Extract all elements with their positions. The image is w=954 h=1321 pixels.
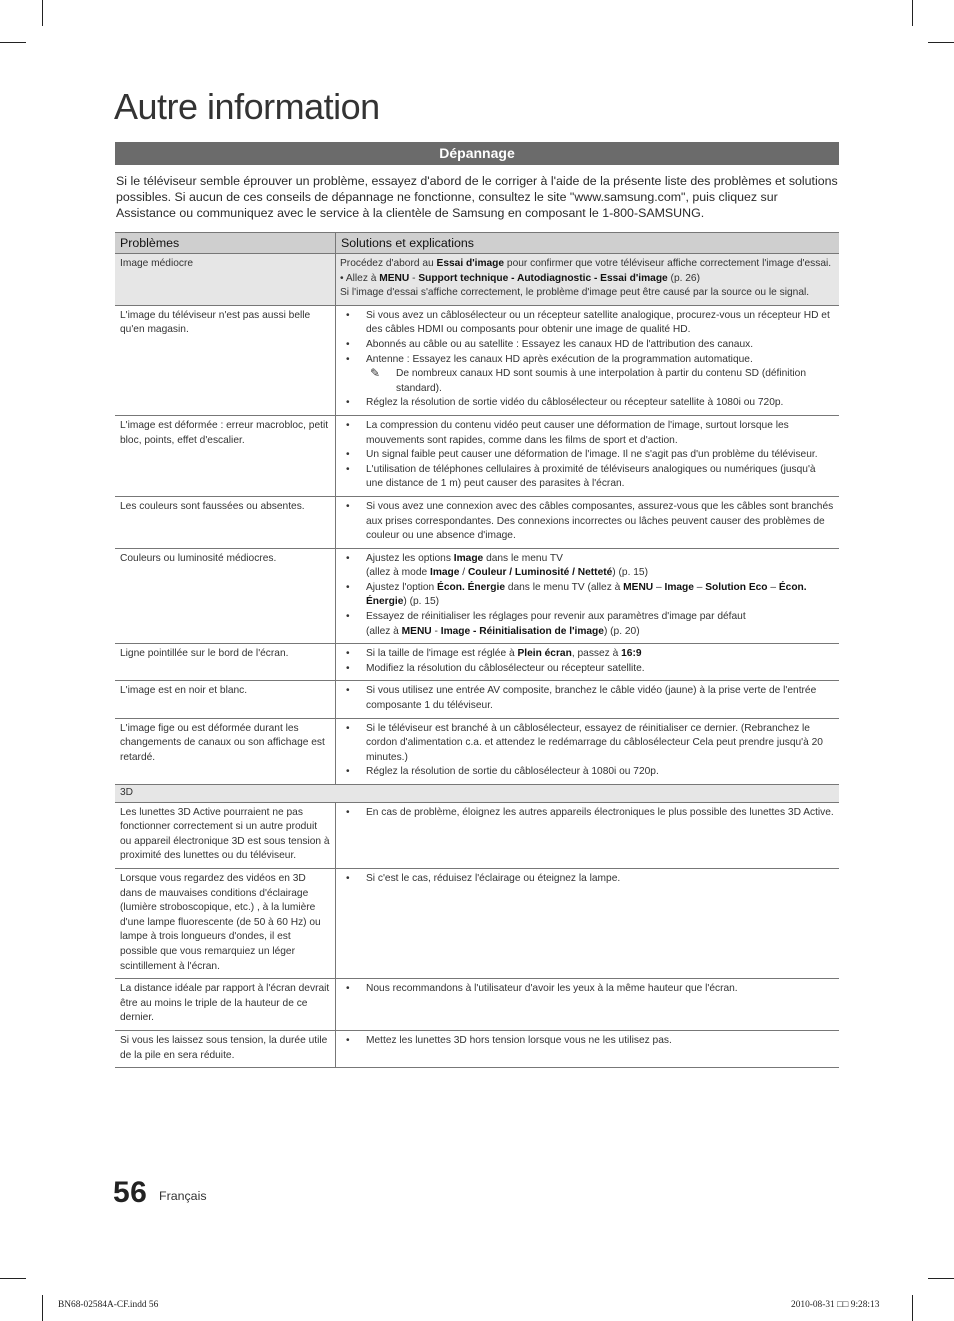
list-item: • Si vous utilisez une entrée AV composite, branchez le câble vidéo (jaune) à la prise verte de l'entrée composante 1 du téléviseur. <box>340 684 835 713</box>
solution-cell <box>336 979 840 1031</box>
text-bold: Écon. Énergie <box>437 581 505 593</box>
table-row <box>115 254 839 306</box>
crop-mark <box>0 42 26 43</box>
problem-cell: Couleurs ou luminosité médiocres. <box>115 548 336 644</box>
list-item <box>340 581 835 610</box>
problem-cell: Lorsque vous regardez des vidéos en 3D dans de mauvaises conditions d'éclairage (lumière stroboscopique, etc.) , à la lumière d'une lampe fluorescente (de 50 à 60 Hz) ou lampe à trois longueurs d'ondes, il est possible que vous remarquiez un léger scintillement à l'écran. <box>115 868 336 978</box>
solution-cell <box>336 718 840 784</box>
text: – <box>693 581 706 593</box>
column-header-problems: Problèmes <box>115 233 336 254</box>
text: (allez à <box>366 625 402 637</box>
text-bold: Image - Réinitialisation de l'image <box>440 625 604 637</box>
footer-language: Français <box>159 1189 207 1203</box>
text: ) (p. 15) <box>612 567 648 579</box>
problem-cell: L'image fige ou est déformée durant les changements de canaux ou son affichage est retardé. <box>115 718 336 784</box>
list-item: • Réglez la résolution de sortie du câblosélecteur à 1080i ou 720p. <box>340 765 835 780</box>
solution-line <box>340 257 835 272</box>
crop-mark <box>0 1278 26 1279</box>
solution-cell <box>336 644 840 681</box>
table-row <box>115 1030 839 1067</box>
table-section-row <box>115 785 839 803</box>
bullet-list <box>340 419 835 492</box>
bullet-list <box>340 684 835 713</box>
text-bold: Image <box>453 552 484 564</box>
solution-line <box>340 272 835 287</box>
pencil-note-icon: ✎ <box>370 366 381 381</box>
text-bold: MENU <box>623 581 654 593</box>
list-item: • Si vous avez une connexion avec des câbles composantes, assurez-vous que les câbles sont branchés aux prises correspondantes. Des connexions incorrectes ou lâches peuvent causer des problèmes de couleur ou une absence d'image. <box>340 500 835 544</box>
solution-cell <box>336 548 840 644</box>
table-header-row <box>115 233 839 254</box>
list-item: • Mettez les lunettes 3D hors tension lorsque vous ne les utilisez pas. <box>340 1034 835 1049</box>
list-item: • Modifiez la résolution du câblosélecteur ou récepteur satellite. <box>340 662 835 677</box>
list-item: • Nous recommandons à l'utilisateur d'avoir les yeux à la même hauteur que l'écran. <box>340 982 835 997</box>
text: / <box>459 567 468 579</box>
list-item: • Si vous avez un câblosélecteur ou un récepteur satellite analogique, procurez-vous un récepteur HD et des câbles HDMI ou composants pour obtenir une image de qualité HD. <box>340 309 835 338</box>
solution-cell <box>336 496 840 548</box>
bullet-list <box>340 309 835 367</box>
problem-cell: Les couleurs sont faussées ou absentes. <box>115 496 336 548</box>
page-number: 56 <box>113 1176 148 1209</box>
text-bold: 16:9 <box>621 648 642 660</box>
text-bold: MENU <box>401 625 432 637</box>
problem-cell: Si vous les laissez sous tension, la durée utile de la pile en sera réduite. <box>115 1030 336 1067</box>
solution-cell <box>336 681 840 718</box>
bullet-list <box>340 722 835 780</box>
section-header: Dépannage <box>115 142 839 165</box>
problem-cell: L'image du téléviseur n'est pas aussi belle qu'en magasin. <box>115 305 336 415</box>
list-item <box>340 552 835 581</box>
solution-cell <box>336 868 840 978</box>
text: dans le menu TV <box>483 552 563 564</box>
bullet-list <box>340 982 835 997</box>
problem-cell: Ligne pointillée sur le bord de l'écran. <box>115 644 336 681</box>
problem-cell: L'image est déformée : erreur macrobloc, petit bloc, points, effet d'escalier. <box>115 415 336 496</box>
list-item: • Si c'est le cas, réduisez l'éclairage ou éteignez la lampe. <box>340 872 835 887</box>
troubleshooting-table <box>115 232 839 1068</box>
solution-line: Si l'image d'essai s'affiche correctement, le problème d'image peut être causé par la source ou le signal. <box>340 287 810 299</box>
table-row <box>115 868 839 978</box>
text-bold: MENU <box>379 272 410 284</box>
text: , passez à <box>571 648 622 660</box>
bullet-list <box>340 647 835 676</box>
text: - <box>431 625 441 637</box>
list-item: • Abonnés au câble ou au satellite : Essayez les canaux HD de l'attribution des canaux. <box>340 338 835 353</box>
intro-paragraph: Si le téléviseur semble éprouver un problème, essayez d'abord de le corriger à l'aide de la présente liste des problèmes et solutions possibles. Si aucun de ces conseils de dépannage ne fonctionne, consultez le site "www.samsung.com", puis cliquez sur Assistance ou communiquez avec le service à la clientèle de Samsung en composant le 1-800-SAMSUNG. <box>116 174 838 220</box>
solution-cell <box>336 802 840 868</box>
crop-mark <box>42 0 43 26</box>
text: (allez à mode <box>366 567 430 579</box>
text: – <box>653 581 665 593</box>
problem-cell: Les lunettes 3D Active pourraient ne pas fonctionner correctement si un autre produit ou appareil électronique 3D est sous tension à proximité des lunettes ou du téléviseur. <box>115 802 336 868</box>
list-item: • Si le téléviseur est branché à un câblosélecteur, essayez de réinitialiser ce dernier. (Rebranchez le cordon d'alimentation c.a. et attendez le redémarrage du câblosélecteur Cela peut prendre jusqu'à 20 minutes.) <box>340 722 835 766</box>
crop-mark <box>912 1295 913 1321</box>
table-row <box>115 644 839 681</box>
text-bold: Image <box>430 567 460 579</box>
column-header-solutions: Solutions et explications <box>336 233 840 254</box>
solution-cell <box>336 254 840 306</box>
text: Essayez de réinitialiser les réglages pour revenir aux paramètres d'image par défaut <box>366 611 746 623</box>
bullet-list <box>340 806 835 821</box>
problem-cell: Image médiocre <box>115 254 336 306</box>
crop-mark <box>42 1295 43 1321</box>
bullet-list <box>340 872 835 887</box>
table-row <box>115 305 839 415</box>
text: Si la taille de l'image est réglée à <box>366 648 518 660</box>
text: – <box>767 581 779 593</box>
text-bold: Couleur / Luminosité / Netteté <box>467 567 613 579</box>
table-row <box>115 681 839 718</box>
table-row <box>115 979 839 1031</box>
crop-mark <box>928 1278 954 1279</box>
text: ) (p. 20) <box>603 625 640 637</box>
list-item: • En cas de problème, éloignez les autres appareils électroniques le plus possible des lunettes 3D Active. <box>340 806 835 821</box>
text-bold: Image <box>664 581 694 593</box>
list-item <box>340 610 835 639</box>
solution-cell <box>336 305 840 415</box>
imprint-file: BN68-02584A-CF.indd 56 <box>58 1300 159 1310</box>
list-item: • Réglez la résolution de sortie vidéo du câblosélecteur ou récepteur satellite à 1080i ou 720p. <box>340 396 835 411</box>
text: Ajustez les options <box>366 552 454 564</box>
bullet-list <box>340 552 835 640</box>
text-bold: Support technique - Autodiagnostic - Essai d'image <box>418 272 668 284</box>
note <box>340 367 835 396</box>
list-item: • La compression du contenu vidéo peut causer une déformation de l'image, surtout lorsque les mouvements sont rapides, comme dans les films de sport et d'action. <box>340 419 835 448</box>
solution-cell <box>336 1030 840 1067</box>
list-item <box>340 647 835 662</box>
problem-cell: La distance idéale par rapport à l'écran devrait être au moins le triple de la hauteur de ce dernier. <box>115 979 336 1031</box>
list-item: • L'utilisation de téléphones cellulaires à proximité de téléviseurs analogiques ou numériques (jusqu'à une distance de 1 m) peut causer des parasites à l'écran. <box>340 463 835 492</box>
note-text: De nombreux canaux HD sont soumis à une interpolation à partir du contenu SD (définition standard). <box>396 368 806 394</box>
text: Ajustez l'option <box>366 581 438 593</box>
list-item: • Antenne : Essayez les canaux HD après exécution de la programmation automatique. <box>340 353 835 368</box>
page-title: Autre information <box>114 86 380 127</box>
text-bold: Plein écran <box>517 648 572 660</box>
solution-cell <box>336 415 840 496</box>
text-bold: Solution Eco <box>705 581 768 593</box>
table-row <box>115 802 839 868</box>
text: - <box>409 272 419 284</box>
bullet-list <box>340 396 835 411</box>
text-bold: Essai d'image <box>436 258 505 269</box>
text: pour confirmer que votre téléviseur affiche correctement l'image d'essai. <box>504 258 832 269</box>
text: (p. 26) <box>667 272 700 284</box>
problem-cell: L'image est en noir et blanc. <box>115 681 336 718</box>
table-row <box>115 496 839 548</box>
table-row <box>115 718 839 784</box>
bullet-list <box>340 1034 835 1049</box>
text-bold: Écon. Énergie <box>366 581 807 608</box>
table-row <box>115 415 839 496</box>
crop-mark <box>912 0 913 26</box>
text: • Allez à <box>340 272 380 284</box>
imprint-date: 2010-08-31 □□ 9:28:13 <box>791 1300 880 1310</box>
bullet-list <box>340 500 835 544</box>
text: Procédez d'abord au <box>340 258 437 269</box>
list-item: • Un signal faible peut causer une déformation de l'image. Il ne s'agit pas d'un problème du téléviseur. <box>340 448 835 463</box>
crop-mark <box>928 42 954 43</box>
table-row <box>115 548 839 644</box>
text: dans le menu TV (allez à <box>504 581 624 593</box>
text: ) (p. 15) <box>403 596 440 608</box>
section-label-3d: 3D <box>115 785 839 803</box>
